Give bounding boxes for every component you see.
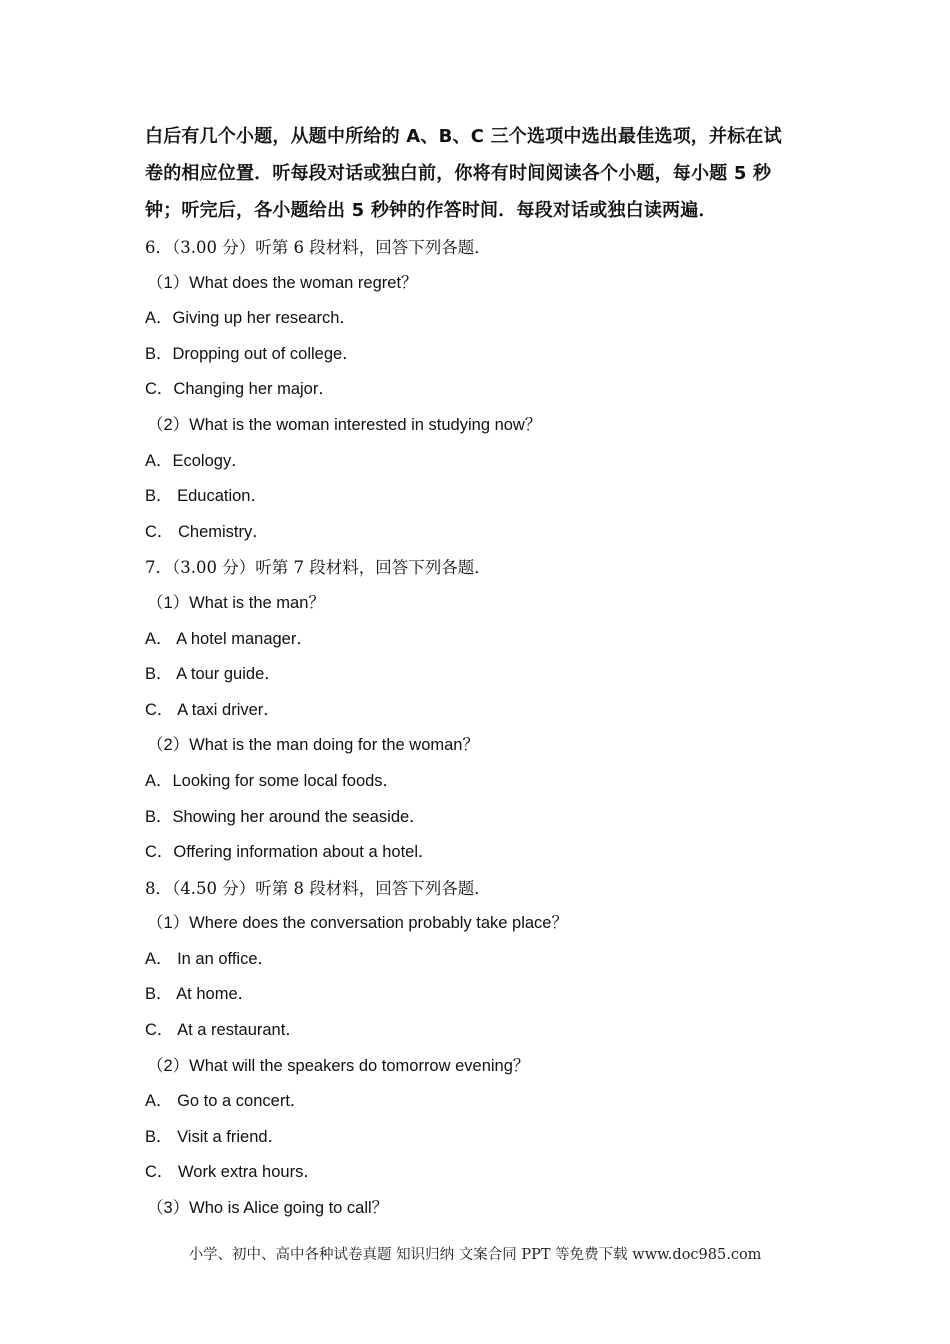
sub-question: （3）Who is Alice going to call？: [147, 1199, 389, 1218]
answer-option: A． A hotel manager．: [145, 629, 313, 648]
question-heading: 8．（4.50 分）听第 8 段材料，回答下列各题．: [145, 878, 491, 898]
answer-option: C． At a restaurant．: [145, 1021, 302, 1040]
sub-question: （1）What is the man？: [147, 593, 325, 612]
answer-option: C．Changing her major．: [145, 380, 335, 399]
answer-option: B． At home．: [145, 985, 255, 1004]
sub-question: （2）What is the woman interested in studying now？: [147, 415, 542, 434]
answer-option: A． Go to a concert．: [145, 1092, 307, 1111]
sub-question: （2）What will the speakers do tomorrow evening？: [147, 1056, 530, 1075]
sub-question: （2）What is the man doing for the woman？: [147, 736, 479, 755]
instructions-line: 钟；听完后，各小题给出 5 秒钟的作答时间．每段对话或独白读两遍．: [145, 200, 717, 221]
answer-option: B． Education．: [145, 487, 267, 506]
answer-option: C． Chemistry．: [145, 522, 269, 541]
answer-option: A．Ecology．: [145, 451, 248, 470]
question-heading: 7．（3.00 分）听第 7 段材料，回答下列各题．: [145, 558, 491, 578]
answer-option: A．Giving up her research．: [145, 309, 356, 328]
answer-option: A．Looking for some local foods．: [145, 771, 400, 790]
instructions-line: 卷的相应位置．听每段对话或独白前，你将有时间阅读各个小题，每小题 5 秒: [145, 163, 772, 184]
answer-option: A． In an office．: [145, 949, 275, 968]
sub-question: （1）Where does the conversation probably take place？: [147, 914, 568, 933]
answer-option: B． A tour guide．: [145, 665, 281, 684]
question-heading: 6．（3.00 分）听第 6 段材料，回答下列各题．: [145, 238, 491, 257]
answer-option: C． A taxi driver．: [145, 700, 280, 719]
instructions-block: [145, 118, 815, 229]
questions-list: [145, 230, 825, 1227]
answer-option: C．Offering information about a hotel．: [145, 843, 435, 862]
sub-question: （1）What does the woman regret？: [147, 273, 418, 292]
answer-option: B．Dropping out of college．: [145, 344, 359, 363]
answer-option: C． Work extra hours．: [145, 1163, 320, 1182]
footer-text: 小学、初中、高中各种试卷真题 知识归纳 文案合同 PPT 等免费下载 www.doc985.com: [188, 1247, 762, 1263]
answer-option: B．Showing her around the seaside．: [145, 807, 426, 826]
answer-option: B． Visit a friend．: [145, 1127, 285, 1146]
instructions-line: 白后有几个小题，从题中所给的 A、B、C 三个选项中选出最佳选项，并标在试: [145, 126, 782, 147]
